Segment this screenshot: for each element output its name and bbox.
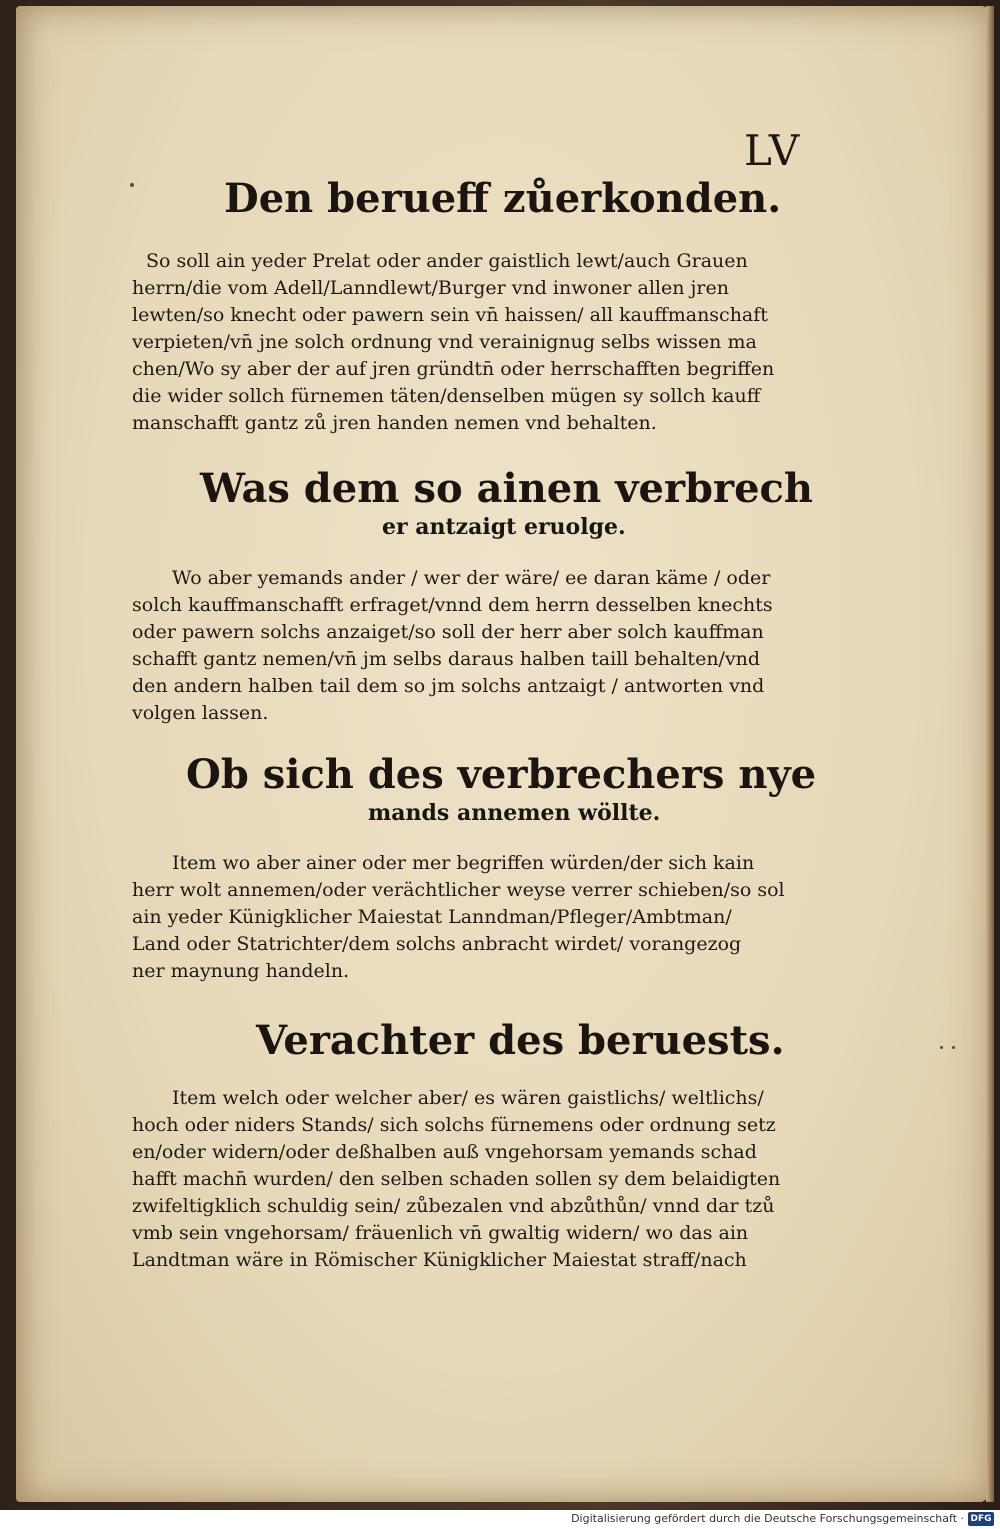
text-line: lewten/so knecht oder pawern sein vn̄ haissen/ all kauffmanschaft [132,304,768,326]
text-line: solch kauffmanschafft erfraget/vnnd dem herrn desselben knechts [132,594,773,616]
section-subheading: er antzaigt eruolge. [382,514,626,540]
text-line: Wo aber yemands ander / wer der wäre/ ee daran käme / oder [172,567,771,589]
text-line: den andern halben tail dem so jm solchs antzaigt / antworten vnd [132,675,765,697]
section-4 [132,1018,812,1064]
section-subheading: mands annemen wöllte. [368,800,661,826]
section-2-text [132,565,812,727]
section-heading: Verachter des beruests. [256,1017,785,1064]
text-line: volgen lassen. [132,702,269,724]
text-line: vmb sein vngehorsam/ fräuenlich vn̄ gwaltig widern/ wo das ain [132,1222,749,1244]
text-line: ner maynung handeln. [132,960,350,982]
text-line: hoch oder niders Stands/ sich solchs fürnemens oder ordnung setz [132,1114,776,1136]
section-4-text [132,1085,812,1274]
text-line: Item wo aber ainer oder mer begriffen würden/der sich kain [172,852,755,874]
text-line: herr wolt annemen/oder verächtlicher weyse verrer schieben/so sol [132,879,785,901]
text-line: oder pawern solchs anzaiget/so soll der herr aber solch kauffman [132,621,764,643]
section-2 [132,466,812,542]
dfg-logo: DFG [968,1512,994,1526]
text-line: herrn/die vom Adell/Lanndlewt/Burger vnd inwoner allen jren [132,277,729,299]
section-heading: Den berueff zůerkonden. [224,175,782,222]
text-line: So soll ain yeder Prelat oder ander gaistlich lewt/auch Grauen [146,250,748,272]
text-line: en/oder widern/oder deßhalben auß vngehorsam yemands schad [132,1141,757,1163]
section-heading: Was dem so ainen verbrech [200,465,813,512]
section-3 [132,751,817,828]
text-line: die wider sollch fürnemen täten/denselben mügen sy sollch kauff [132,385,761,407]
text-line: schafft gantz nemen/vn̄ jm selbs daraus halben taill behalten/vnd [132,648,761,670]
text-line: ain yeder Künigklicher Maiestat Lanndman/Pfleger/Ambtman/ [132,906,732,928]
ink-speck [952,1046,955,1049]
text-line: chen/Wo sy aber der auf jren gründtn̄ oder herrschafften begriffen [132,358,775,380]
text-line: manschafft gantz zů jren handen nemen vnd behalten. [132,412,657,434]
section-3-text [132,850,812,985]
footer-credit: Digitalisierung gefördert durch die Deutsche Forschungsgemeinschaft · [571,1512,964,1525]
text-line: verpieten/vn̄ jne solch ordnung vnd verainignug selbs wissen ma [132,331,757,353]
ink-speck [940,1046,943,1049]
section-1-text [132,248,812,437]
text-line: Landtman wäre in Römischer Künigklicher Maiestat straff/nach [132,1249,747,1271]
text-line: Land oder Statrichter/dem solchs anbracht wirdet/ vorangezog [132,933,742,955]
text-line: Item welch oder welcher aber/ es wären gaistlichs/ weltlichs/ [172,1087,764,1109]
text-line: zwifeltigklich schuldig sein/ zůbezalen vnd abzůthůn/ vnnd dar tzů [132,1195,775,1217]
text-line: hafft machn̄ wurden/ den selben schaden sollen sy dem belaidigten [132,1168,781,1190]
section-heading: Ob sich des verbrechers nye [186,751,817,798]
folio-number: LV [744,126,802,175]
page-edge [986,6,994,1502]
section-1 [132,176,812,222]
